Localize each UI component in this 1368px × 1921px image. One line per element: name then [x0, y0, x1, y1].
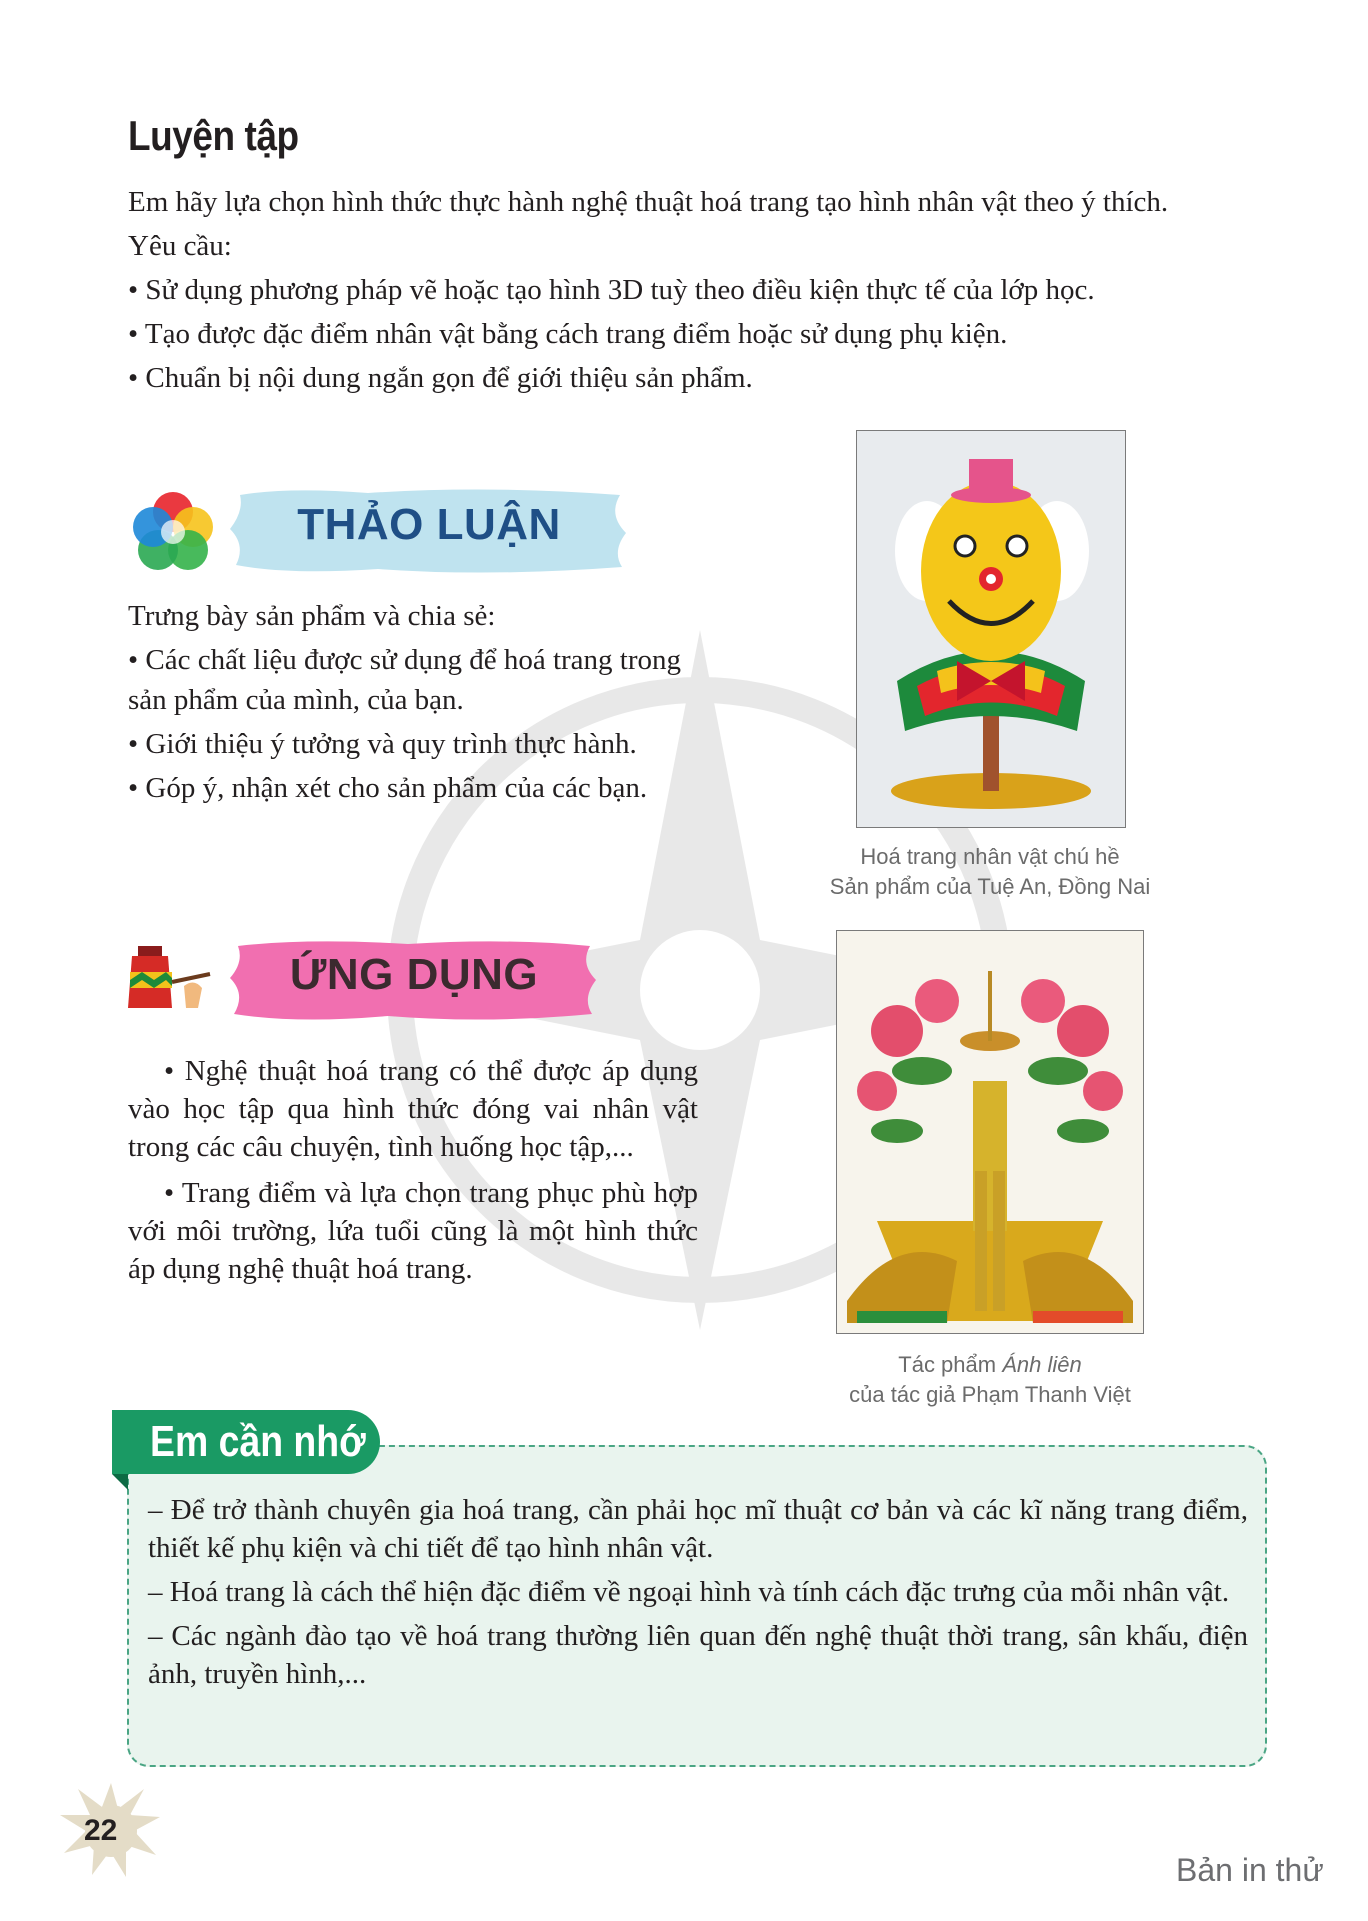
application-banner-label: ỨNG DỤNG [289, 950, 539, 999]
clown-photo-caption [800, 842, 1180, 902]
discussion-item: • Góp ý, nhận xét cho sản phẩm của các bạn. [128, 772, 648, 804]
costume-artwork-caption [790, 1350, 1190, 1410]
remember-tab-fold [112, 1474, 128, 1490]
discussion-banner-label: THẢO LUẬN [297, 500, 561, 549]
remember-list [148, 1491, 1248, 1699]
caption-line [790, 1350, 1190, 1380]
remember-item: – Các ngành đào tạo về hoá trang thường liên quan đến nghệ thuật thời trang, sân khấu, điện ảnh, truyền hình,... [148, 1620, 1248, 1690]
caption-artwork-title: Ánh liên [1002, 1352, 1082, 1377]
remember-item: – Để trở thành chuyên gia hoá trang, cần phải học mĩ thuật cơ bản và các kĩ năng trang điểm, thiết kế phụ kiện và chi tiết để tạo hình nhân vật. [148, 1494, 1248, 1564]
requirements-label: Yêu cầu: [128, 230, 232, 262]
application-paragraph: • Nghệ thuật hoá trang có thể được áp dụng vào học tập qua hình thức đóng vai nhân vật trong các câu chuyện, tình huống học tập,... [128, 1055, 698, 1163]
discussion-intro: Trưng bày sản phẩm và chia sẻ: [128, 600, 496, 632]
application-paragraph: • Trang điểm và lựa chọn trang phục phù hợp với môi trường, lứa tuổi cũng là một hình thức áp dụng nghệ thuật hoá trang. [128, 1177, 698, 1285]
practice-intro: Em hãy lựa chọn hình thức thực hành nghệ thuật hoá trang tạo hình nhân vật theo ý thích. [128, 186, 1169, 218]
color-circles-icon [128, 487, 218, 577]
remember-item: – Hoá trang là cách thể hiện đặc điểm về ngoại hình và tính cách đặc trưng của mỗi nhân vật. [148, 1576, 1230, 1608]
caption-line: Sản phẩm của Tuệ An, Đồng Nai [829, 874, 1151, 899]
caption-line: Hoá trang nhân vật chú hề [860, 844, 1120, 869]
caption-prefix: Tác phẩm [898, 1352, 1003, 1377]
section-title-practice: Luyện tập [128, 112, 299, 159]
practice-content [128, 180, 1278, 400]
requirement-item: • Sử dụng phương pháp vẽ hoặc tạo hình 3D tuỳ theo điều kiện thực tế của lớp học. [128, 274, 1095, 306]
caption-line: của tác giả Phạm Thanh Việt [849, 1382, 1131, 1407]
paint-vase-icon [124, 938, 216, 1024]
requirement-item: • Tạo được đặc điểm nhân vật bằng cách trang điểm hoặc sử dụng phụ kiện. [128, 318, 1008, 350]
draft-label: Bản in thử [1176, 1852, 1324, 1888]
discussion-item: • Các chất liệu được sử dụng để hoá trang trong sản phẩm của mình, của bạn. [128, 644, 681, 716]
page-number: 22 [84, 1814, 118, 1847]
discussion-content [128, 596, 698, 808]
clown-photo [856, 430, 1126, 828]
costume-artwork-photo [836, 930, 1144, 1334]
discussion-item: • Giới thiệu ý tưởng và quy trình thực hành. [128, 728, 637, 760]
remember-title: Em cần nhớ [150, 1417, 366, 1466]
application-content [128, 1052, 698, 1296]
requirement-item: • Chuẩn bị nội dung ngắn gọn để giới thiệu sản phẩm. [128, 362, 753, 394]
